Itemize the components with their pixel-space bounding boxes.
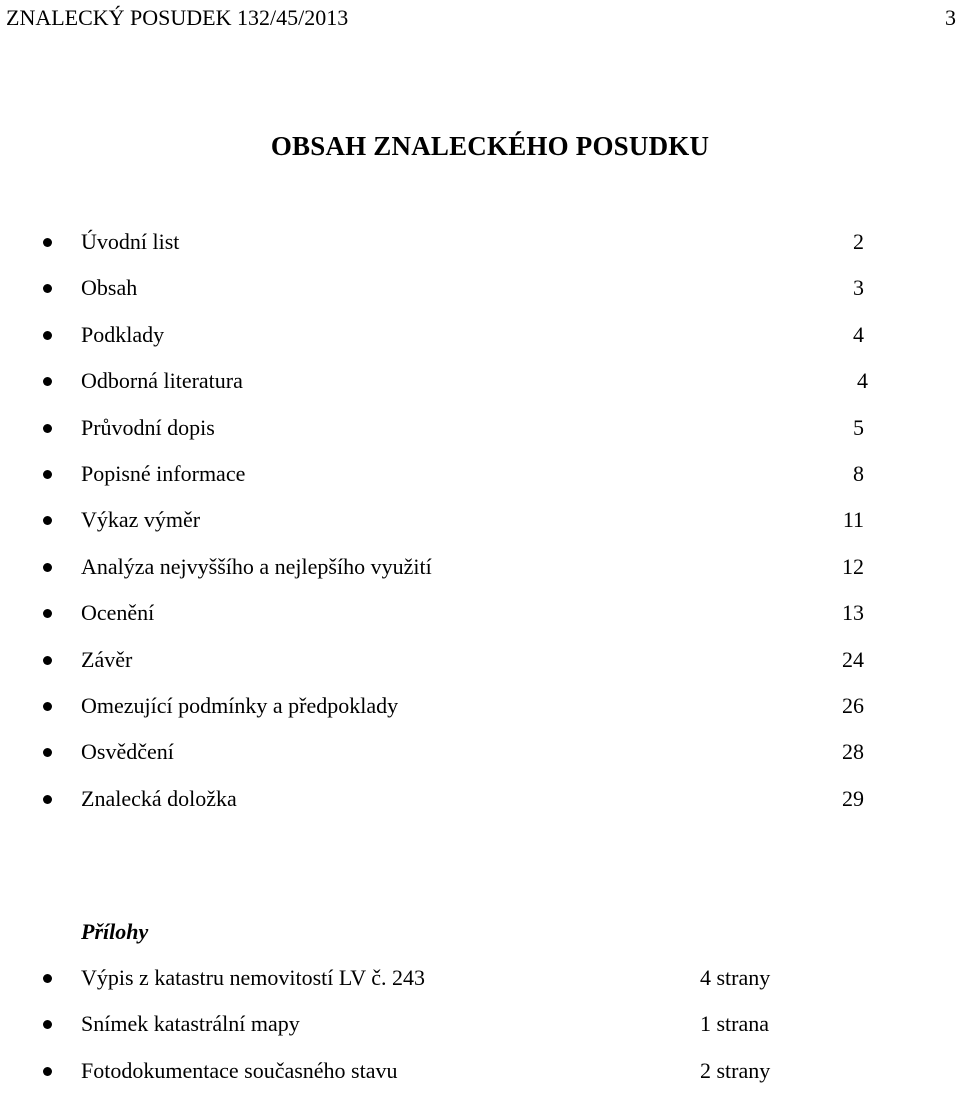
toc-item-label: Úvodní list	[81, 229, 180, 254]
appendix-item	[0, 1049, 960, 1095]
bullet-icon	[43, 331, 52, 340]
bullet-icon	[43, 424, 52, 433]
appendix-item	[0, 956, 960, 1002]
toc-item-page: 29	[842, 785, 864, 811]
toc-item	[0, 313, 960, 359]
toc-item	[0, 498, 960, 544]
toc-item-label: Analýza nejvyššího a nejlepšího využití	[81, 553, 432, 579]
toc-item-label: Výkaz výměr	[81, 507, 201, 533]
toc-item	[0, 730, 960, 776]
appendix-item	[0, 1002, 960, 1048]
toc-item-page: 13	[842, 600, 864, 626]
toc-item-page: 8	[853, 460, 864, 486]
bullet-icon	[43, 974, 52, 983]
bullet-icon	[43, 609, 52, 618]
toc-item	[0, 591, 960, 637]
toc-item-label: Znalecká doložka	[81, 785, 237, 811]
toc-item-page: 4	[857, 368, 868, 394]
page-number: 3	[945, 5, 956, 30]
page-title: OBSAH ZNALECKÉHO POSUDKU	[270, 131, 710, 161]
bullet-icon	[43, 470, 52, 479]
appendix-item-label: Výpis z katastru nemovitostí LV č. 243	[81, 965, 426, 990]
toc-item-page: 11	[842, 507, 864, 533]
document-reference: ZNALECKÝ POSUDEK 132/45/2013	[6, 5, 349, 30]
toc-item-page: 2	[853, 229, 864, 254]
toc-item-page: 28	[842, 739, 864, 765]
toc-item-page: 12	[842, 553, 864, 579]
toc-item-page: 4	[853, 321, 864, 347]
toc-item-label: Popisné informace	[81, 460, 246, 486]
toc-item-page: 24	[842, 646, 864, 672]
appendices-heading: Přílohy	[81, 919, 149, 944]
toc-item	[0, 777, 960, 823]
bullet-icon	[43, 238, 52, 247]
appendix-item-pages: 4 strany	[700, 965, 771, 990]
bullet-icon	[43, 702, 52, 711]
toc-item-label: Osvědčení	[81, 739, 174, 765]
running-header	[6, 4, 956, 32]
appendix-item-pages: 2 strany	[700, 1057, 771, 1083]
toc-item-label: Průvodní dopis	[81, 414, 215, 440]
appendix-item-label: Fotodokumentace současného stavu	[81, 1057, 398, 1083]
table-of-contents	[0, 220, 960, 823]
bullet-icon	[43, 284, 52, 293]
toc-item-label: Ocenění	[81, 600, 155, 626]
toc-item	[0, 638, 960, 684]
toc-item-page: 3	[853, 275, 864, 301]
toc-item-label: Podklady	[81, 321, 165, 347]
bullet-icon	[43, 748, 52, 757]
toc-item-page: 26	[842, 692, 864, 718]
bullet-icon	[43, 563, 52, 572]
appendix-item-pages: 1 strana	[700, 1011, 770, 1037]
bullet-icon	[43, 1067, 52, 1076]
appendices-list	[0, 956, 960, 1095]
toc-item	[0, 266, 960, 312]
toc-item	[0, 452, 960, 498]
toc-item-label: Odborná literatura	[81, 368, 243, 394]
bullet-icon	[43, 1020, 52, 1029]
bullet-icon	[43, 656, 52, 665]
bullet-icon	[43, 516, 52, 525]
toc-item-label: Závěr	[81, 646, 133, 672]
toc-item-page: 5	[853, 414, 864, 440]
toc-item	[0, 545, 960, 591]
toc-item-label: Omezující podmínky a předpoklady	[81, 692, 399, 718]
bullet-icon	[43, 795, 52, 804]
bullet-icon	[43, 377, 52, 386]
toc-item	[0, 406, 960, 452]
appendix-item-label: Snímek katastrální mapy	[81, 1011, 300, 1037]
toc-item	[0, 684, 960, 730]
toc-item-label: Obsah	[81, 275, 138, 301]
toc-item	[0, 359, 960, 405]
toc-item	[0, 220, 960, 266]
